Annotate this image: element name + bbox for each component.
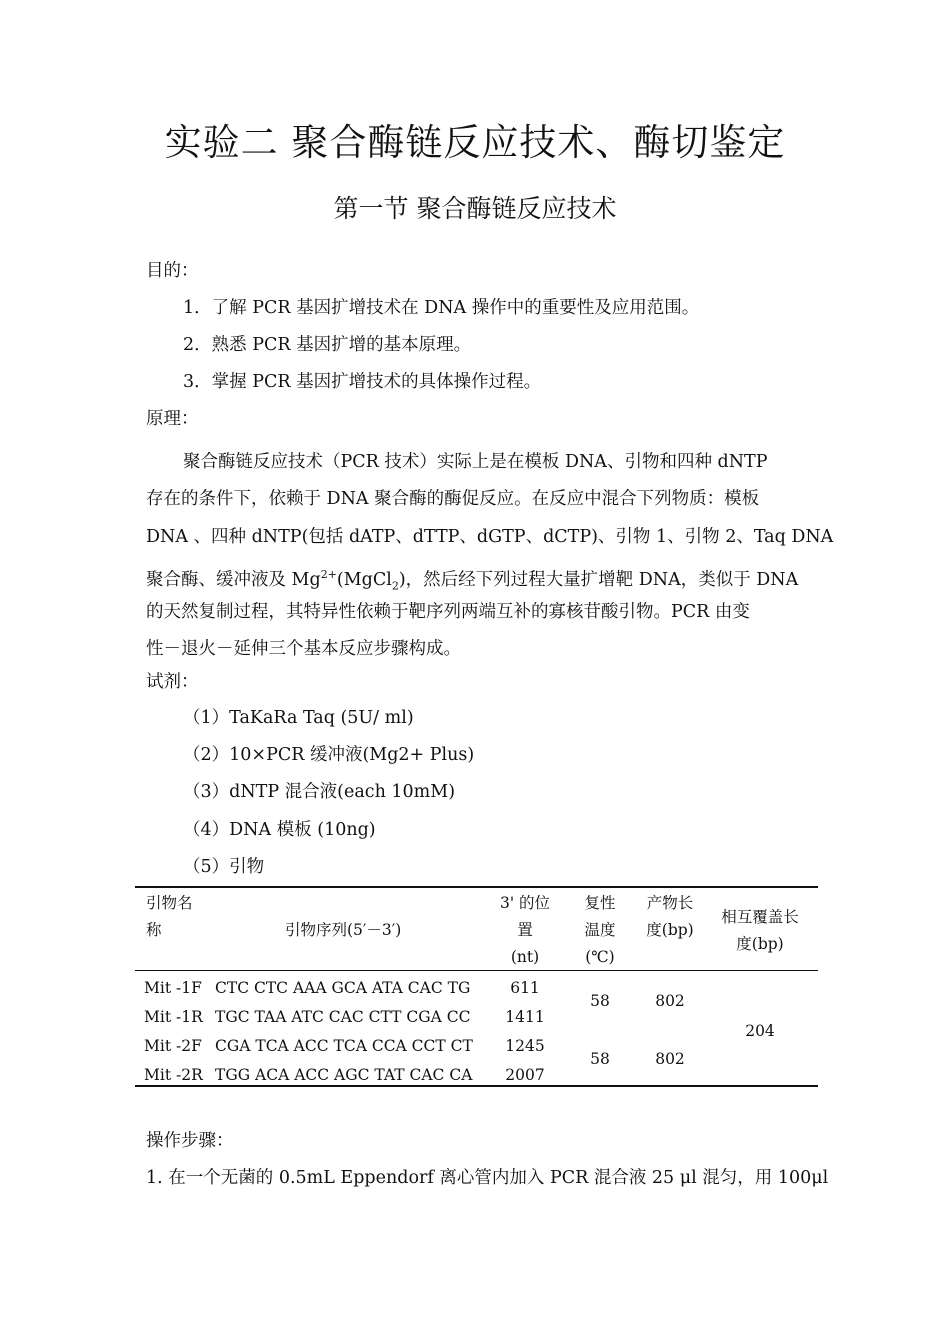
- product-length: 802: [655, 992, 685, 1010]
- header-temperature: 温度: [584, 921, 616, 939]
- header-position: (nt): [510, 948, 540, 966]
- principle-text: )，然后经下列过程大量扩增靶 DNA，类似于 DNA: [398, 570, 799, 590]
- primer-name: Mit -2R: [144, 1066, 203, 1084]
- page-title: 实验二 聚合酶链反应技术、酶切鉴定: [164, 121, 786, 164]
- primer-table: [135, 886, 818, 1086]
- primer-sequence: CGA TCA ACC TCA CCA CCT CT: [215, 1037, 473, 1055]
- principle-line: 的天然复制过程，其特异性依赖于靶序列两端互补的寡核苷酸引物。PCR 由变: [146, 601, 750, 622]
- header-name: 称: [146, 921, 162, 939]
- reagents-heading: 试剂：: [146, 672, 199, 692]
- primer-sequence: TGG ACA ACC AGC TAT CAC CA: [215, 1066, 473, 1084]
- primer-name: Mit -1R: [144, 1008, 203, 1026]
- principle-line: DNA 、四种 dNTP(包括 dATP、dTTP、dGTP、dCTP)、引物 1、引物 2、Taq DNA: [146, 526, 834, 547]
- overlap-length: 204: [745, 1022, 775, 1040]
- primer-name: Mit -1F: [144, 979, 202, 997]
- header-sequence: 引物序列(5′－3′): [285, 921, 402, 939]
- purpose-heading: 目的：: [146, 261, 199, 281]
- primer-name: Mit -2F: [144, 1037, 202, 1055]
- reagent-item: （1）TaKaRa Taq (5U/ ml): [183, 708, 414, 728]
- reagent-item: （2）10×PCR 缓冲液(Mg2+ Plus): [183, 745, 475, 765]
- primer-position: 611: [510, 979, 540, 997]
- header-position: 3' 的位: [499, 894, 551, 912]
- table-header-rule: [135, 970, 818, 971]
- primer-position: 1245: [505, 1037, 545, 1055]
- header-length: 产物长: [646, 894, 694, 912]
- header-name: 引物名: [146, 894, 193, 912]
- principle-line: 聚合酶链反应技术（PCR 技术）实际上是在模板 DNA、引物和四种 dNTP: [183, 452, 768, 472]
- header-position: 置: [517, 921, 533, 939]
- principle-line: [146, 556, 808, 593]
- annealing-temperature: 58: [590, 1050, 610, 1068]
- primer-sequence: CTC CTC AAA GCA ATA CAC TG: [215, 979, 471, 997]
- principle-text: 聚合酶、缓冲液及 Mg: [146, 570, 321, 590]
- primer-position: 1411: [505, 1008, 545, 1026]
- principle-heading: 原理：: [146, 409, 199, 429]
- table-top-rule: [135, 886, 818, 888]
- purpose-item: 3．掌握 PCR 基因扩增技术的具体操作过程。: [183, 372, 542, 392]
- reagent-item: （4）DNA 模板 (10ng): [183, 820, 376, 840]
- product-length: 802: [655, 1050, 685, 1068]
- steps-heading: 操作步骤：: [146, 1131, 234, 1151]
- subscript: 2: [391, 579, 399, 593]
- principle-paragraph: [146, 444, 834, 668]
- primer-sequence: TGC TAA ATC CAC CTT CGA CC: [215, 1008, 471, 1026]
- reagent-item: （5）引物: [183, 857, 265, 877]
- header-overlap: 度(bp): [736, 935, 784, 953]
- purpose-item: 1．了解 PCR 基因扩增技术在 DNA 操作中的重要性及应用范围。: [183, 298, 700, 318]
- header-temperature: 复性: [584, 894, 616, 912]
- reagent-item: （3）dNTP 混合液(each 10mM): [183, 782, 456, 802]
- superscript: 2+: [320, 568, 337, 582]
- principle-text: (MgCl: [336, 570, 392, 590]
- principle-line: 性－退火－延伸三个基本反应步骤构成。: [146, 638, 461, 659]
- primer-position: 2007: [505, 1066, 545, 1084]
- header-overlap: 相互覆盖长: [721, 908, 799, 926]
- principle-line: 存在的条件下，依赖于 DNA 聚合酶的酶促反应。在反应中混合下列物质：模板: [146, 489, 760, 510]
- section-title: 第一节 聚合酶链反应技术: [333, 194, 617, 223]
- header-length: 度(bp): [646, 921, 694, 939]
- step-item: 1. 在一个无菌的 0.5mL Eppendorf 离心管内加入 PCR 混合液 25 μl 混匀，用 100μl: [146, 1168, 829, 1188]
- purpose-item: 2．熟悉 PCR 基因扩增的基本原理。: [183, 335, 472, 355]
- annealing-temperature: 58: [590, 992, 610, 1010]
- header-temperature: (℃): [585, 948, 615, 966]
